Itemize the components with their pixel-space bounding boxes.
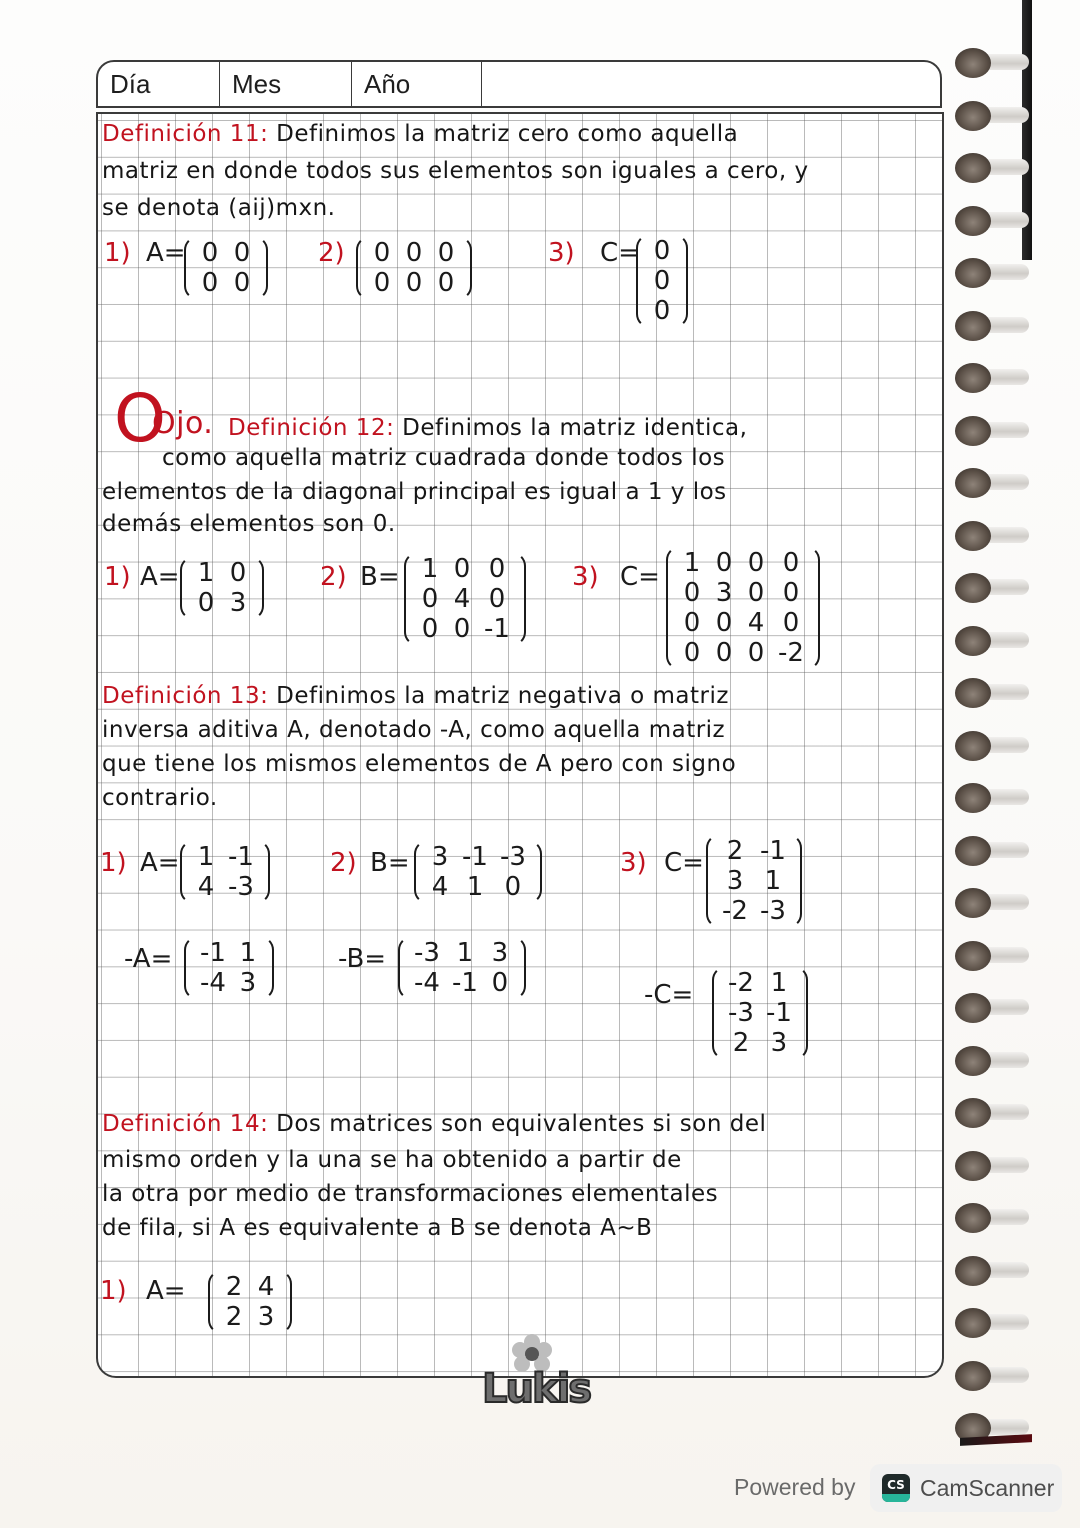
spiral-ring-icon [955, 1151, 1025, 1185]
matrix-cell: 0 [683, 638, 701, 668]
def-12-line-3: elementos de la diagonal principal es igual a 1 y los [102, 479, 727, 505]
def-11-text: Definimos la matriz cero como aquella [276, 121, 739, 147]
matrix-cell: 0 [491, 968, 509, 998]
matrix-cell: -1 [200, 938, 226, 968]
matrix-cell: 0 [453, 614, 471, 644]
matrix-cell: 0 [229, 558, 247, 588]
def-13-text: Definimos la matriz negativa o matriz [276, 683, 729, 709]
spiral-ring-icon [955, 941, 1025, 975]
matrix-cell: 0 [405, 268, 423, 298]
matrix-cell: 0 [373, 268, 391, 298]
identity-example-4x4 [666, 546, 820, 670]
def-12-title: Definición 12: [228, 415, 395, 441]
matrix-cell: 0 [747, 548, 765, 578]
matrix-cell: 4 [257, 1272, 275, 1302]
matrix-cell: 3 [715, 578, 733, 608]
matrix-cell: -4 [200, 968, 226, 998]
matrix-cell: 0 [747, 578, 765, 608]
matrix-cell: 0 [782, 548, 800, 578]
matrix-name: A= [146, 238, 186, 268]
example-label: 1) [104, 238, 131, 268]
day-field [98, 62, 220, 106]
example-label: 1) [100, 848, 127, 878]
matrix-cell: -1 [451, 968, 478, 998]
matrix-cell: 3 [431, 842, 449, 872]
matrix-cell: 0 [488, 584, 506, 614]
matrix-cell: 0 [504, 872, 522, 902]
example-label: 3) [620, 848, 647, 878]
matrix-name: B= [370, 848, 410, 878]
zero-matrix-2x2 [184, 236, 268, 300]
spiral-ring-icon [955, 993, 1025, 1027]
matrix-cell: 2 [225, 1302, 243, 1332]
matrix-cell: -1 [765, 998, 792, 1028]
spiral-ring-icon [955, 48, 1025, 82]
matrix-cell: 2 [225, 1272, 243, 1302]
spiral-ring-icon [955, 1308, 1025, 1342]
def-13-line-1 [102, 678, 729, 715]
spiral-ring-icon [955, 206, 1025, 240]
matrix-cell: 1 [764, 866, 782, 896]
matrix-cell: 0 [653, 236, 671, 266]
matrix-cell: -3 [728, 998, 754, 1028]
matrix-cell: 0 [437, 268, 455, 298]
matrix-neg-b [398, 936, 526, 1000]
matrix-cell: 0 [683, 608, 701, 638]
camscanner-badge[interactable] [870, 1464, 1062, 1512]
matrix-cell: 1 [466, 872, 484, 902]
powered-by-label: Powered by [734, 1474, 856, 1500]
spiral-ring-icon [955, 888, 1025, 922]
matrix-cell: 1 [197, 558, 215, 588]
matrix-cell: 3 [770, 1028, 788, 1058]
matrix-cell: 1 [197, 842, 215, 872]
def-13-title: Definición 13: [102, 683, 269, 709]
matrix-name: A= [140, 562, 180, 592]
matrix-cell: 0 [201, 238, 219, 268]
matrix-cell: -1 [228, 842, 254, 872]
matrix-cell: 0 [453, 554, 471, 584]
matrix-name: -C= [644, 980, 694, 1010]
def-13-line-3: que tiene los mismos elementos de A pero con signo [102, 751, 737, 777]
def-14-title: Definición 14: [102, 1111, 269, 1137]
def-13-line-4: contrario. [102, 785, 218, 811]
matrix-cell: 1 [239, 938, 257, 968]
zero-matrix-2x3 [356, 236, 472, 300]
def-12-line-4: demás elementos son 0. [102, 511, 396, 537]
matrix-cell: -3 [499, 842, 526, 872]
matrix-cell: -2 [722, 896, 748, 926]
matrix-cell: 1 [421, 554, 439, 584]
matrix-cell: 0 [747, 638, 765, 668]
example-label: 3) [572, 562, 599, 592]
spiral-ring-icon [955, 416, 1025, 450]
matrix-cell: 0 [782, 608, 800, 638]
matrix-cell: 0 [715, 548, 733, 578]
matrix-name: A= [140, 848, 180, 878]
spiral-ring-icon [955, 731, 1025, 765]
matrix-cell: 4 [453, 584, 471, 614]
matrix-cell: 0 [653, 296, 671, 326]
def-11-line-1 [102, 116, 738, 153]
def-14-line-4: de fila, si A es equivalente a B se denota A~B [102, 1215, 653, 1241]
example-label: 1) [104, 562, 131, 592]
year-field [352, 62, 482, 106]
matrix-cell: -3 [228, 872, 254, 902]
matrix-cell: 4 [197, 872, 215, 902]
matrix-cell: 3 [491, 938, 509, 968]
identity-example-3x3 [404, 552, 526, 646]
matrix-cell: -4 [414, 968, 440, 998]
matrix-name: C= [664, 848, 704, 878]
spiral-ring-icon [955, 258, 1025, 292]
matrix-a-example [180, 840, 270, 904]
spiral-ring-icon [955, 1098, 1025, 1132]
def-12-line-2: como aquella matriz cuadrada donde todos los [162, 445, 726, 471]
matrix-cell: -2 [778, 638, 804, 668]
matrix-cell: 0 [197, 588, 215, 618]
matrix-cell: 1 [770, 968, 788, 998]
matrix-c-example [706, 834, 802, 928]
matrix-cell: -1 [462, 842, 488, 872]
example-label: 1) [100, 1276, 127, 1306]
spiral-ring-icon [955, 1046, 1025, 1080]
camscanner-logo-icon: CS [882, 1474, 910, 1502]
matrix-name: -A= [124, 944, 173, 974]
matrix-neg-c [712, 966, 808, 1060]
def-13-line-2: inversa aditiva A, denotado -A, como aquella matriz [102, 717, 726, 743]
spiral-ring-icon [955, 101, 1025, 135]
matrix-cell: 3 [229, 588, 247, 618]
matrix-cell: 1 [683, 548, 701, 578]
matrix-cell: 0 [233, 268, 251, 298]
spiral-ring-icon [955, 153, 1025, 187]
matrix-cell: 0 [653, 266, 671, 296]
example-label: 3) [548, 238, 575, 268]
matrix-neg-a [184, 936, 274, 1000]
matrix-cell: 3 [239, 968, 257, 998]
logo-text: Lukis [482, 1366, 591, 1412]
def-12-prefix: Ojo. [152, 406, 214, 441]
matrix-cell: -2 [728, 968, 754, 998]
matrix-cell: -1 [484, 614, 510, 644]
equivalence-example [208, 1270, 292, 1334]
matrix-name: B= [360, 562, 400, 592]
example-label: 2) [318, 238, 345, 268]
spiral-ring-icon [955, 783, 1025, 817]
matrix-cell: 0 [421, 614, 439, 644]
def-14-line-1 [102, 1106, 766, 1143]
matrix-cell: 0 [421, 584, 439, 614]
spiral-ring-icon [955, 363, 1025, 397]
matrix-name: -B= [338, 944, 387, 974]
month-label: Mes [232, 68, 282, 99]
matrix-cell: 3 [257, 1302, 275, 1332]
ojo-note-marker: O [114, 380, 166, 457]
matrix-cell: -3 [414, 938, 440, 968]
matrix-cell: 4 [747, 608, 765, 638]
matrix-cell: 4 [431, 872, 449, 902]
matrix-cell: 2 [726, 836, 744, 866]
spiral-ring-icon [955, 836, 1025, 870]
matrix-cell: 0 [233, 238, 251, 268]
example-label: 2) [330, 848, 357, 878]
def-14-line-2: mismo orden y la una se ha obtenido a partir de [102, 1147, 682, 1173]
spiral-ring-icon [955, 311, 1025, 345]
spiral-ring-icon [955, 1361, 1025, 1395]
matrix-cell: 0 [782, 578, 800, 608]
date-header [96, 60, 942, 108]
matrix-cell: 0 [437, 238, 455, 268]
matrix-cell: -1 [759, 836, 786, 866]
spiral-ring-icon [955, 1203, 1025, 1237]
matrix-cell: 3 [726, 866, 744, 896]
matrix-cell: 0 [715, 638, 733, 668]
matrix-cell: 0 [373, 238, 391, 268]
matrix-b-example [414, 840, 542, 904]
matrix-cell: 2 [732, 1028, 750, 1058]
spiral-ring-icon [955, 468, 1025, 502]
matrix-cell: 0 [715, 608, 733, 638]
spiral-ring-icon [955, 1256, 1025, 1290]
def-14-line-3: la otra por medio de transformaciones elementales [102, 1181, 719, 1207]
matrix-cell: 1 [456, 938, 474, 968]
def-11-line-2: matriz en donde todos sus elementos son iguales a cero, y [102, 158, 809, 184]
matrix-name: A= [146, 1276, 186, 1306]
camscanner-name: CamScanner [920, 1474, 1055, 1501]
month-field [220, 62, 352, 106]
spiral-ring-icon [955, 521, 1025, 555]
example-label: 2) [320, 562, 347, 592]
spiral-ring-icon [955, 573, 1025, 607]
notebook-brand-logo [474, 1334, 594, 1424]
date-blank-field [482, 62, 940, 106]
matrix-cell: -3 [759, 896, 786, 926]
identity-example-2x2 [180, 556, 264, 620]
matrix-cell: 0 [405, 238, 423, 268]
spiral-ring-icon [955, 626, 1025, 660]
spiral-ring-icon [955, 678, 1025, 712]
matrix-name: C= [600, 238, 640, 268]
matrix-name: C= [620, 562, 660, 592]
def-12-text: Definimos la matriz identica, [402, 415, 748, 441]
def-11-line-3: se denota (aij)mxn. [102, 195, 336, 221]
matrix-cell: 0 [683, 578, 701, 608]
matrix-cell: 0 [201, 268, 219, 298]
year-label: Año [364, 68, 411, 99]
zero-matrix-3x1 [636, 234, 688, 328]
def-14-text: Dos matrices son equivalentes si son del [276, 1111, 767, 1137]
def-11-title: Definición 11: [102, 121, 269, 147]
matrix-cell: 0 [488, 554, 506, 584]
day-label: Día [110, 68, 151, 99]
